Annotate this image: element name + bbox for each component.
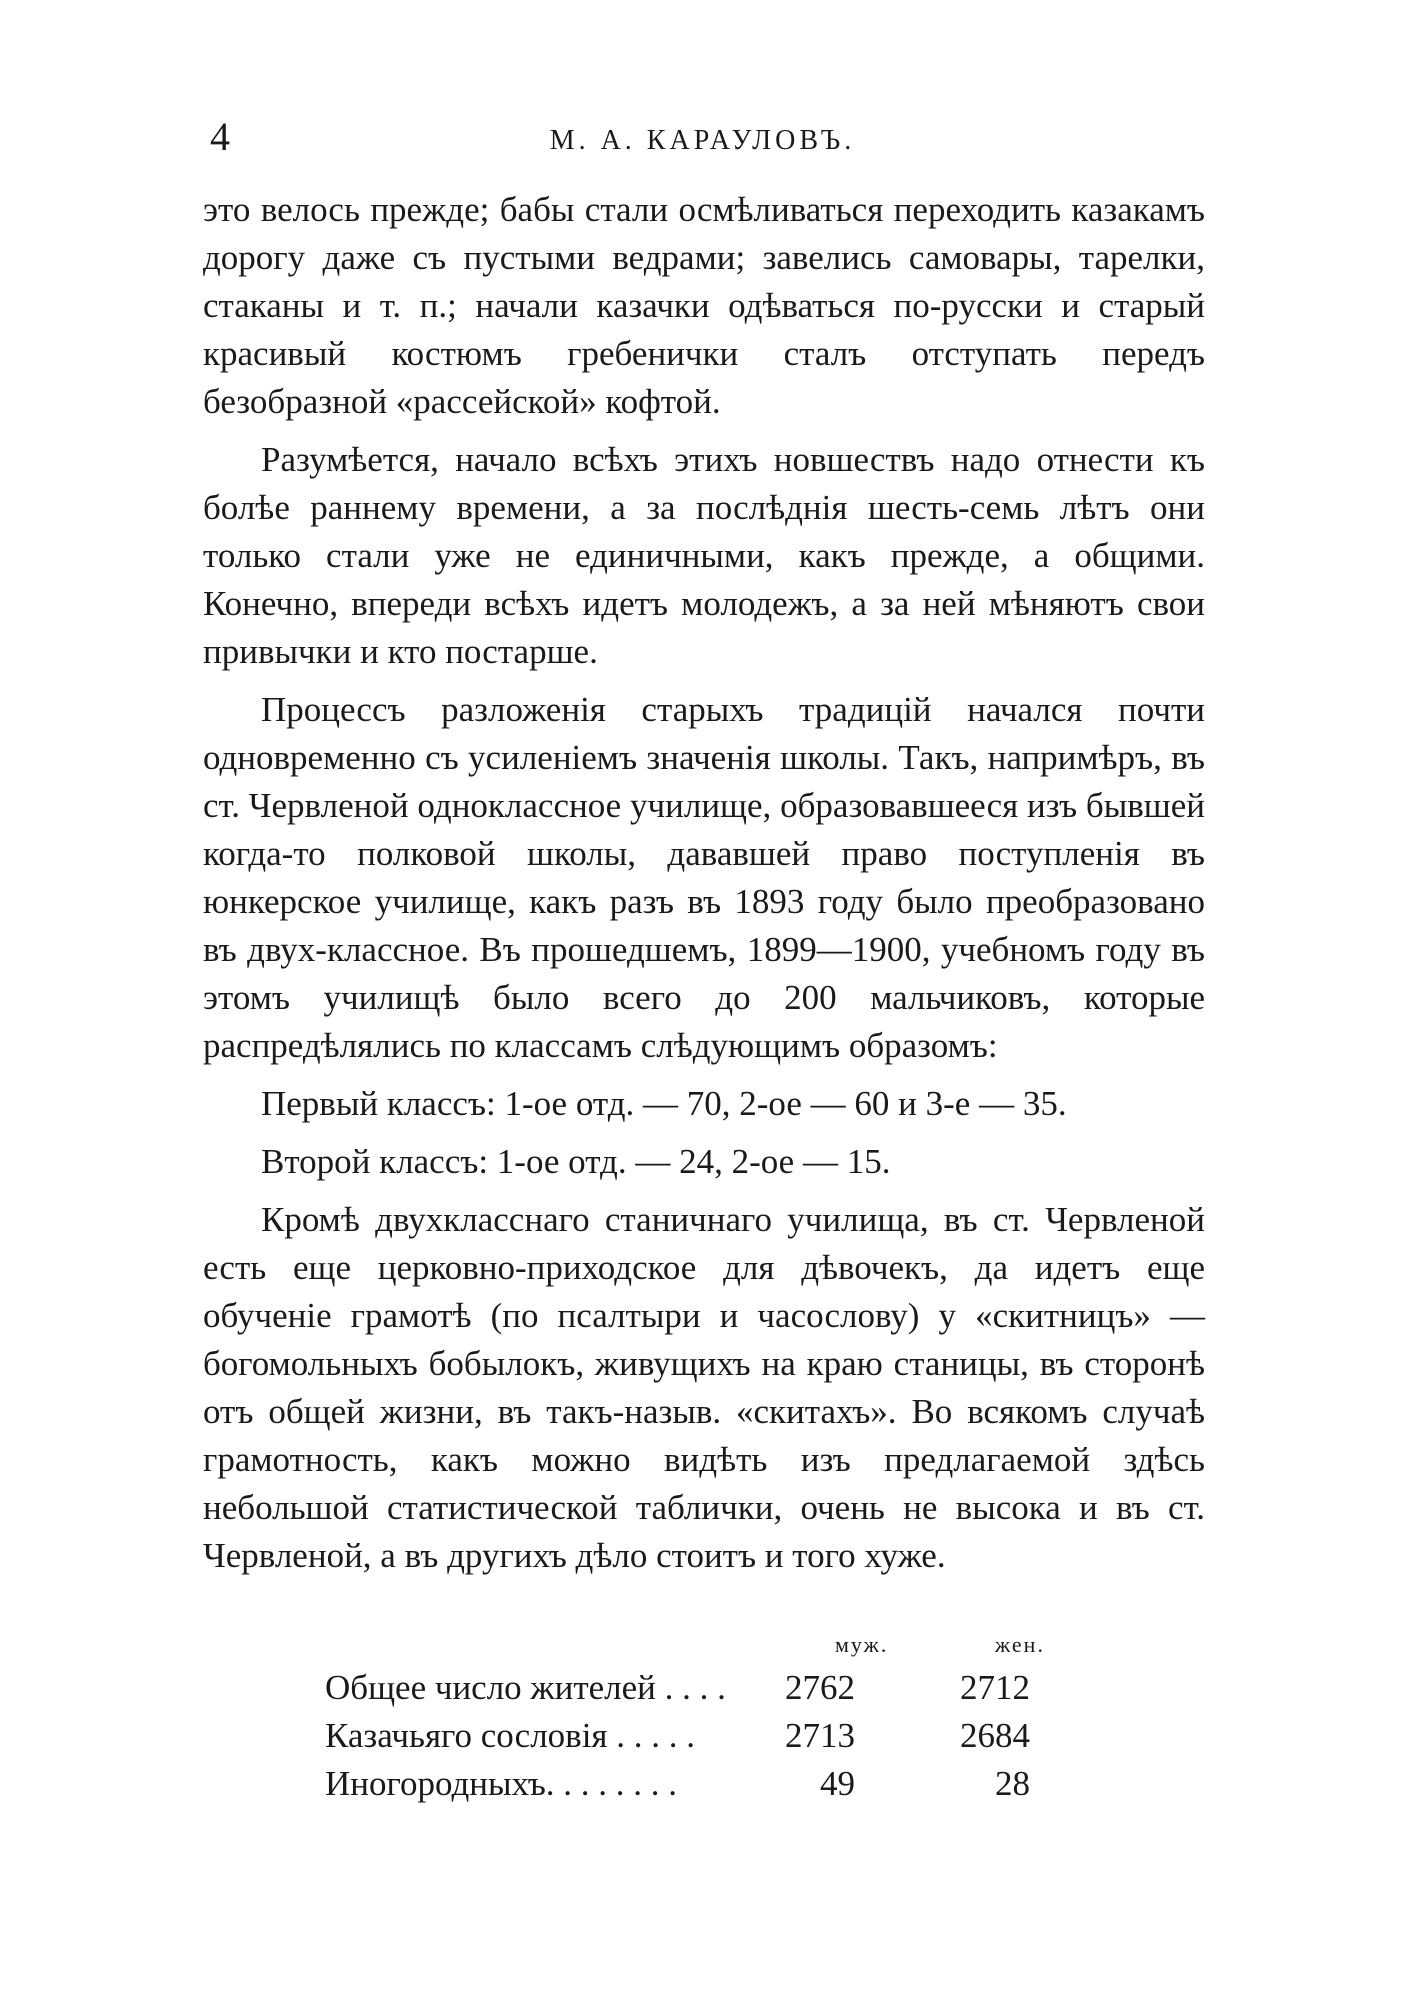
paragraph: это велось прежде; бабы стали осмѣливаться переходить казакамъ дорогу даже съ пустыми ведрами; завелись самовары, тарелки, стаканы и т. п.; начали казачки одѣваться по-русски и старый красивый костюмъ гребенички сталъ отступать передъ безобразной «рассейской» кофтой. (203, 190, 1205, 421)
page-header (200, 112, 1205, 162)
paragraph: Разумѣется, начало всѣхъ этихъ новшествъ надо отнести къ болѣе раннему времени, а за послѣднія шесть-семь лѣтъ они только стали уже не единичными, какъ прежде, а общими. Конечно, впереди всѣхъ идетъ молодежъ, а за ней мѣняютъ свои привычки и кто постарше. (203, 440, 1205, 671)
class-line: Второй классъ: 1-ое отд. — 24, 2-ое — 15. (261, 1142, 891, 1181)
row-label: Казачьяго сословія . . . . . (325, 1716, 696, 1755)
page-number: 4 (210, 114, 230, 159)
paragraph: Процессъ разложенія старыхъ традицій начался почти одновременно съ усиленіемъ значенія школы. Такъ, напримѣръ, въ ст. Червленой одноклассное училище, образовавшееся изъ бывшей когда-то полковой школы, дававшей право поступленія въ юнкерское училище, какъ разъ въ 1893 году было преобразовано въ двух-классное. Въ прошедшемъ, 1899—1900, учебномъ году въ этомъ училищѣ было всего до 200 мальчиковъ, которые распредѣлялись по классамъ слѣдующимъ образомъ: (203, 690, 1205, 1065)
table-row (325, 1664, 1085, 1712)
paragraph: Кромѣ двухкласснаго станичнаго училища, въ ст. Червленой есть еще церковно-приходское для дѣвочекъ, да идетъ еще обученіе грамотѣ (по псалтыри и часослову) у «скитницъ» — богомольныхъ бобылокъ, живущихъ на краю станицы, въ сторонѣ отъ общей жизни, въ такъ-назыв. «скитахъ». Во всякомъ случаѣ грамотность, какъ можно видѣть изъ предлагаемой здѣсь небольшой статистической таблички, очень не высока и въ ст. Червленой, а въ другихъ дѣло стоитъ и того хуже. (203, 1200, 1205, 1575)
male-count: 2713 (785, 1716, 855, 1755)
column-header-male: муж. (835, 1632, 889, 1657)
table-row (325, 1712, 1085, 1760)
table-header (325, 1622, 1085, 1664)
row-label: Иногородныхъ. . . . . . . . (325, 1764, 678, 1803)
row-label: Общее число жителей . . . . (325, 1668, 726, 1707)
column-header-female: жен. (995, 1632, 1045, 1657)
running-head: М. А. КАРАУЛОВЪ. (549, 125, 856, 156)
class-line: Первый классъ: 1-ое отд. — 70, 2-ое — 60 и 3-е — 35. (261, 1084, 1067, 1123)
male-count: 2762 (785, 1668, 855, 1707)
statistics-table (325, 1622, 1085, 1808)
male-count: 49 (820, 1764, 855, 1803)
female-count: 2712 (960, 1668, 1030, 1707)
female-count: 28 (995, 1764, 1030, 1803)
female-count: 2684 (960, 1716, 1030, 1755)
body-text (203, 186, 1205, 1590)
table-row (325, 1760, 1085, 1808)
